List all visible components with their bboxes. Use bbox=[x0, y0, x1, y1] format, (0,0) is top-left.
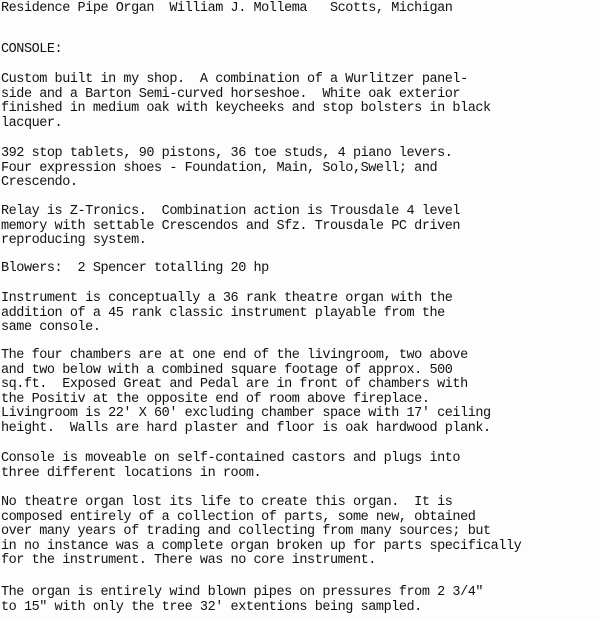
paragraph-chambers bbox=[1, 349, 491, 436]
text-line: 392 stop tablets, 90 pistons, 36 toe studs, 4 piano levers. bbox=[1, 146, 453, 161]
paragraph-relay bbox=[1, 205, 460, 249]
text-line: Relay is Z-Tronics. Combination action is Trousdale 4 level bbox=[1, 204, 461, 219]
text-line: Custom built in my shop. A combination of a Wurlitzer panel- bbox=[1, 72, 468, 87]
text-line: Blowers: 2 Spencer totalling 20 hp bbox=[1, 261, 269, 276]
paragraph-instrument-concept bbox=[1, 292, 452, 336]
paragraph-stop-tablets bbox=[1, 147, 452, 191]
text-line: the Positiv at the opposite end of room above fireplace. bbox=[1, 391, 430, 407]
text-line: Instrument is conceptually a 36 rank theatre organ with the bbox=[1, 291, 453, 306]
text-line: memory with settable Crescendos and Sfz. Trousdale PC driven bbox=[1, 218, 461, 234]
text-line: No theatre organ lost its life to create this organ. It is bbox=[1, 495, 453, 510]
text-line: Console is moveable on self-contained castors and plugs into bbox=[1, 451, 461, 466]
section-heading-console: CONSOLE: bbox=[1, 42, 63, 57]
text-line: height. Walls are hard plaster and floor is oak hardwood plank. bbox=[1, 420, 491, 436]
text-line: over many years of trading and collecting from many sources; but bbox=[1, 524, 491, 539]
text-line: The four chambers are at one end of the livingroom, two above bbox=[1, 348, 468, 363]
paragraph-blowers bbox=[1, 262, 269, 277]
text-line: composed entirely of a collection of parts, some new, obtained bbox=[1, 509, 476, 525]
text-line: The organ is entirely wind blown pipes on pressures from 2 3/4" bbox=[1, 585, 484, 600]
text-line: three different locations in room. bbox=[1, 465, 262, 481]
text-line: in no instance was a complete organ broken up for parts specifically bbox=[1, 538, 522, 554]
text-line: side and a Barton Semi-curved horseshoe. White oak exterior bbox=[1, 86, 461, 102]
text-line: reproducing system. bbox=[1, 233, 147, 248]
text-line: same console. bbox=[1, 320, 101, 335]
text-line: addition of a 45 rank classic instrument playable from the bbox=[1, 305, 445, 321]
text-line: Crescendo. bbox=[1, 175, 78, 190]
text-line: for the instrument. There was no core instrument. bbox=[1, 553, 376, 568]
text-line: Four expression shoes - Foundation, Main, Solo,Swell; and bbox=[1, 160, 438, 176]
paragraph-console-description bbox=[1, 73, 491, 131]
text-line: to 15" with only the tree 32' extentions being sampled. bbox=[1, 599, 422, 615]
text-line: finished in medium oak with keycheeks and stop bolsters in black bbox=[1, 101, 491, 116]
text-line: lacquer. bbox=[1, 115, 63, 131]
document-header: Residence Pipe Organ William J. Mollema Scotts, Michigan bbox=[1, 1, 453, 16]
paragraph-wind-pressure bbox=[1, 586, 483, 615]
text-line: sq.ft. Exposed Great and Pedal are in front of chambers with bbox=[1, 377, 468, 392]
text-line: Livingroom is 22' X 60' excluding chamber space with 17' ceiling bbox=[1, 406, 491, 421]
text-line: and two below with a combined square footage of approx. 500 bbox=[1, 362, 453, 378]
paragraph-no-organ-lost bbox=[1, 496, 521, 569]
paragraph-console-moveable bbox=[1, 452, 460, 481]
